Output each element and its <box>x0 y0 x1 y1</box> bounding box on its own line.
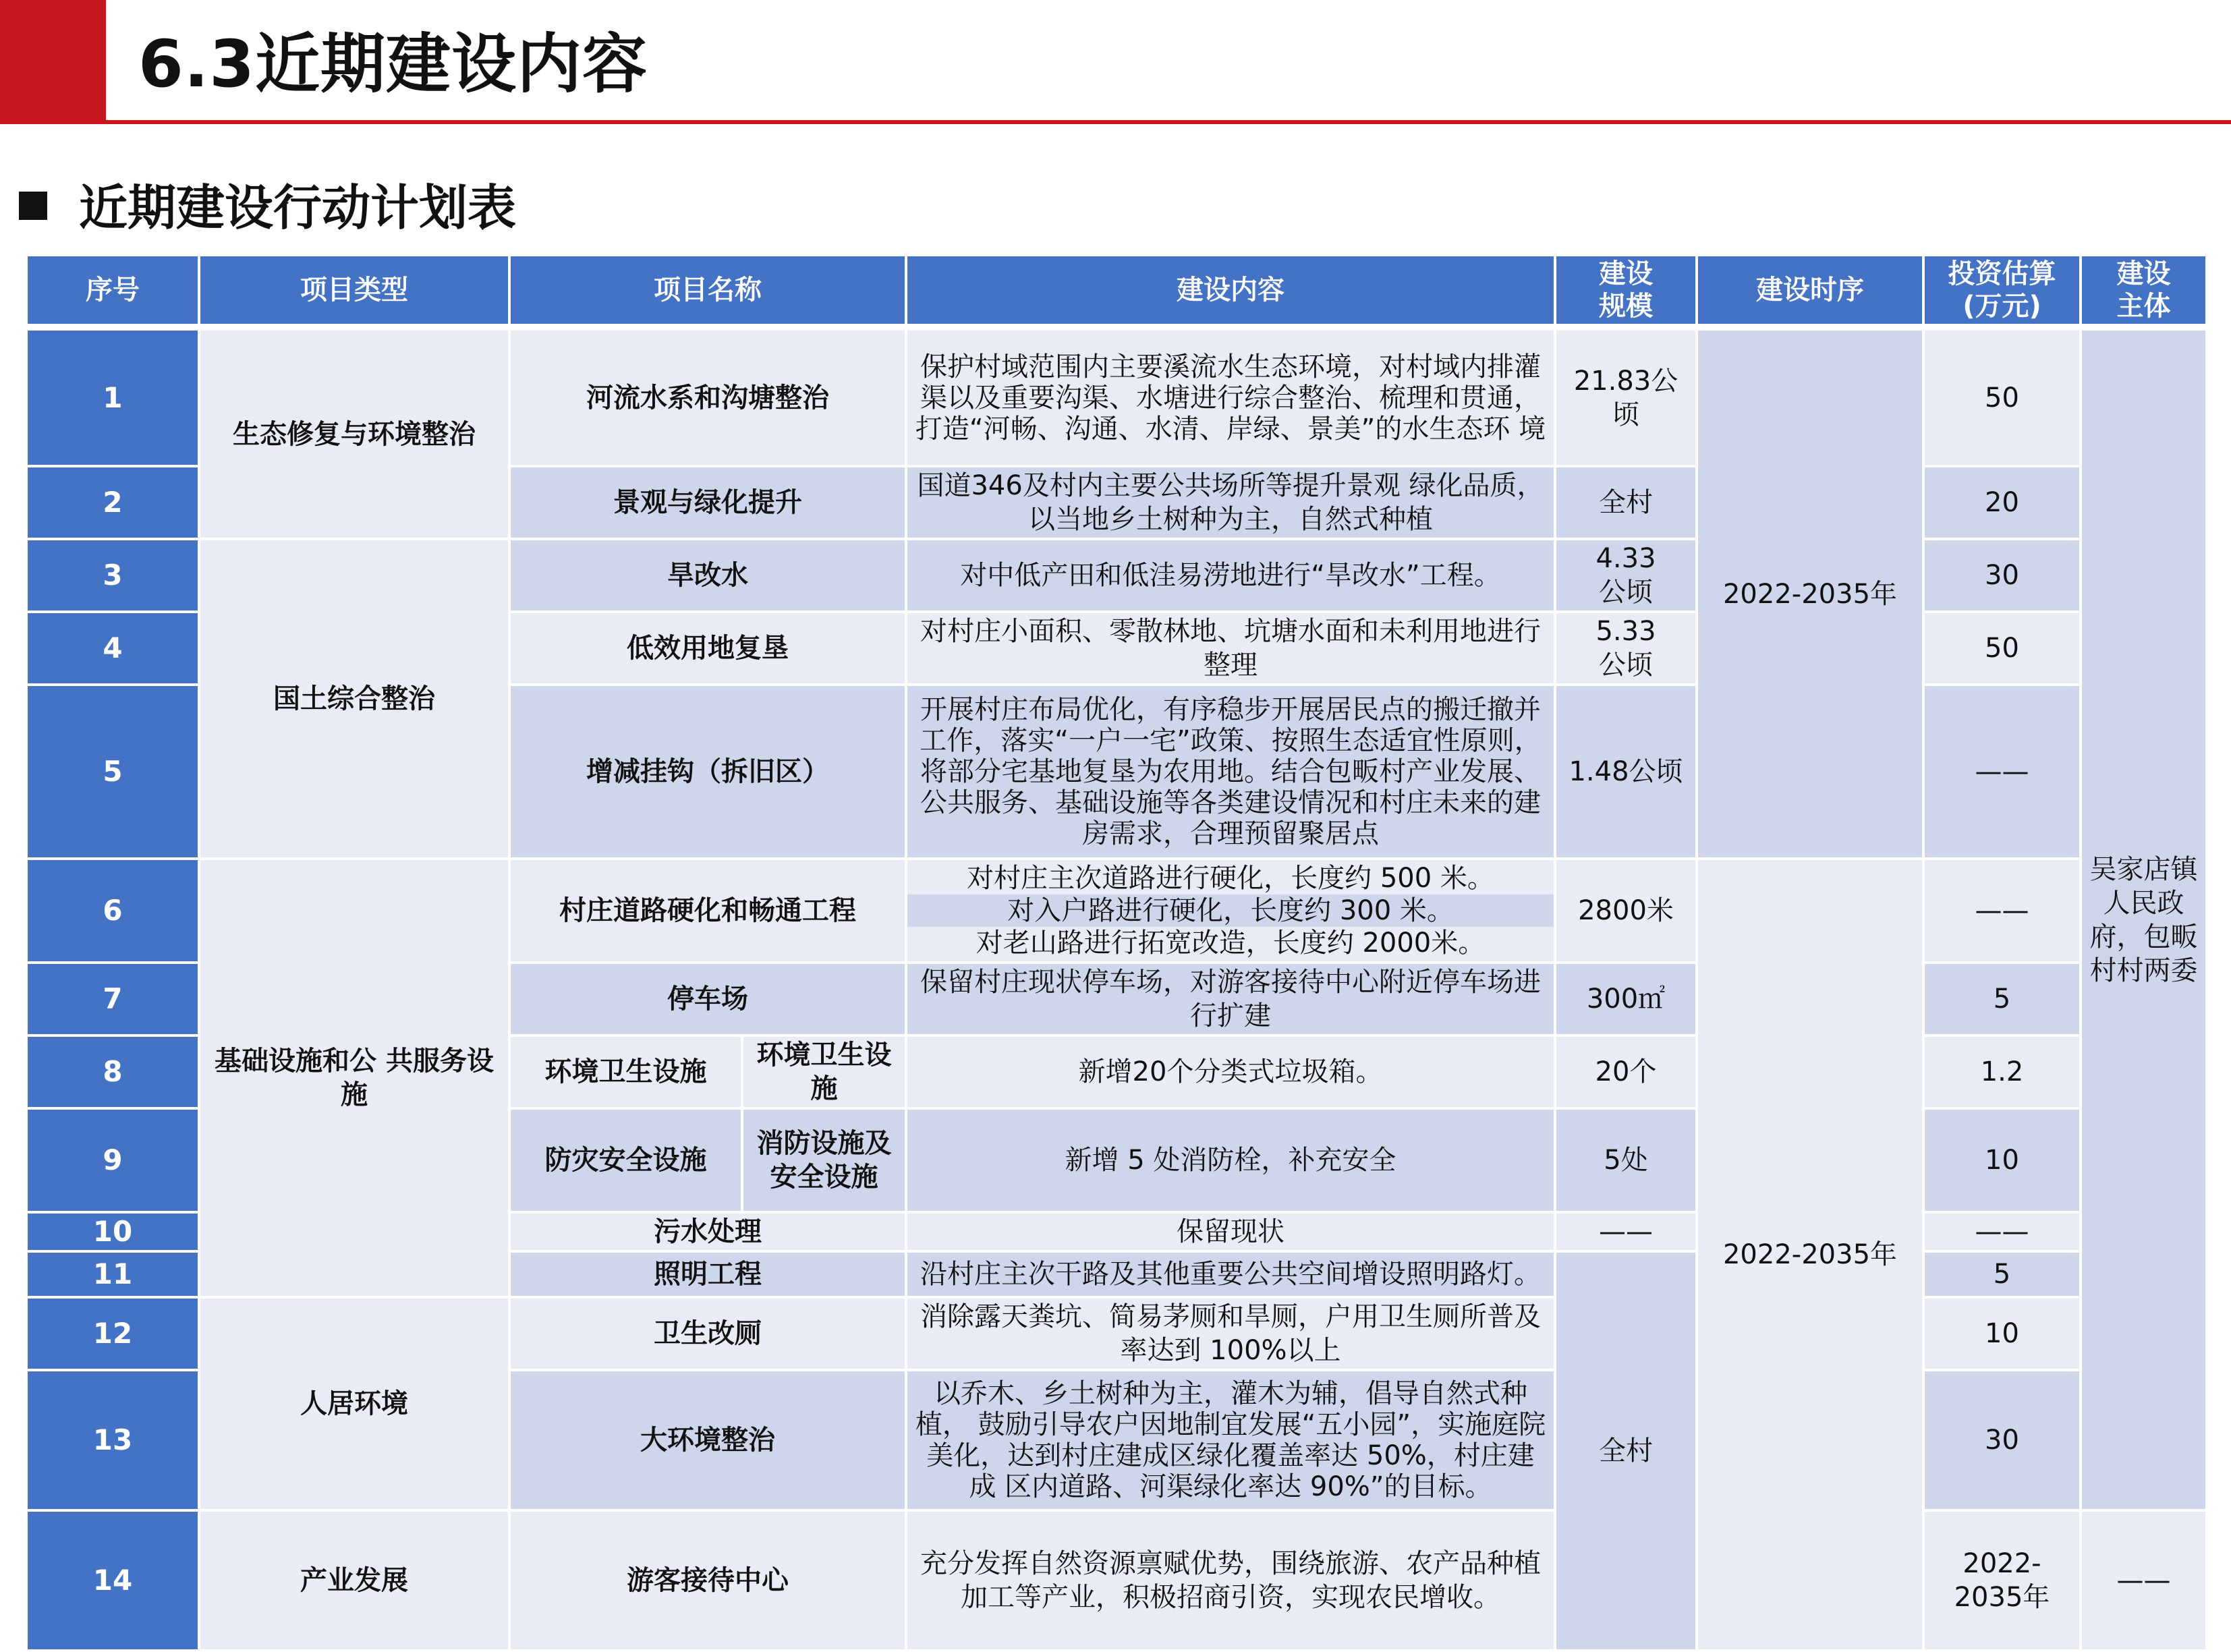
row-number: 11 <box>26 1251 199 1297</box>
content-cell: 充分发挥自然资源禀赋优势，围绕旅游、农产品种植加工等产业，积极招商引资，实现农民增收。 <box>906 1510 1555 1651</box>
project-type-cell: 人居环境 <box>199 1297 509 1510</box>
invest-cell: 20 <box>1923 466 2081 539</box>
invest-cell: 5 <box>1923 963 2081 1035</box>
invest-cell: 5 <box>1923 1251 2081 1297</box>
invest-cell: 1.2 <box>1923 1035 2081 1108</box>
project-name-cell: 停车场 <box>509 963 906 1035</box>
project-name-cell: 污水处理 <box>509 1212 906 1251</box>
project-name-cell: 低效用地复垦 <box>509 612 906 685</box>
header-scale: 建设 规模 <box>1555 255 1697 327</box>
title-accent-block <box>0 0 106 124</box>
invest-cell: 10 <box>1923 1108 2081 1212</box>
row-number: 8 <box>26 1035 199 1108</box>
project-type-cell: 国土综合整治 <box>199 539 509 859</box>
header-period: 建设时序 <box>1697 255 1923 327</box>
scale-cell: 全村 <box>1555 466 1697 539</box>
header-content: 建设内容 <box>906 255 1555 327</box>
content-cell: 保留村庄现状停车场，对游客接待中心附近停车场进行扩建 <box>906 963 1555 1035</box>
header-type: 项目类型 <box>199 255 509 327</box>
project-name-cell: 景观与绿化提升 <box>509 466 906 539</box>
scale-cell: 全村 <box>1555 1251 1697 1651</box>
scale-cell: 5处 <box>1555 1108 1697 1212</box>
row-number: 3 <box>26 539 199 612</box>
invest-cell: 50 <box>1923 327 2081 466</box>
scale-cell: 1.48公顷 <box>1555 685 1697 859</box>
invest-cell: 30 <box>1923 539 2081 612</box>
invest-cell: 30 <box>1923 1370 2081 1510</box>
row-number: 2 <box>26 466 199 539</box>
project-name-cell: 游客接待中心 <box>509 1510 906 1651</box>
project-type-cell: 生态修复与环境整治 <box>199 327 509 539</box>
scale-cell: 4.33 公顷 <box>1555 539 1697 612</box>
header-no: 序号 <box>26 255 199 327</box>
period-cell: 2022-2035年 <box>1697 327 1923 859</box>
row-number: 12 <box>26 1297 199 1370</box>
content-line: 对村庄主次道路进行硬化，长度约 500 米。 <box>967 863 1494 894</box>
row-number: 1 <box>26 327 199 466</box>
content-cell: 沿村庄主次干路及其他重要公共空间增设照明路灯。 <box>906 1251 1555 1297</box>
scale-cell: 2800米 <box>1555 859 1697 963</box>
project-name-cell: 照明工程 <box>509 1251 906 1297</box>
project-name-cell: 增减挂钩（拆旧区） <box>509 685 906 859</box>
invest-cell: —— <box>1923 685 2081 859</box>
scale-cell: 5.33 公顷 <box>1555 612 1697 685</box>
project-name-cell: 环境卫生设施 <box>509 1035 742 1108</box>
scale-cell: —— <box>1555 1212 1697 1251</box>
page-title: 6.3近期建设内容 <box>138 26 648 102</box>
content-cell: 对中低产田和低洼易涝地进行“旱改水”工程。 <box>906 539 1555 612</box>
content-cell: 对村庄小面积、零散林地、坑塘水面和未利用地进行整理 <box>906 612 1555 685</box>
project-name-cell: 大环境整治 <box>509 1370 906 1510</box>
row-number: 9 <box>26 1108 199 1212</box>
row-number: 5 <box>26 685 199 859</box>
content-cell: 保护村域范围内主要溪流水生态环境，对村域内排灌 渠以及重要沟渠、水塘进行综合整治、梳理和贯通，打造“河畅、沟通、水清、岸绿、景美”的水生态环 境 <box>906 327 1555 466</box>
row-number: 6 <box>26 859 199 963</box>
row-number: 7 <box>26 963 199 1035</box>
header-invest: 投资估算 (万元) <box>1923 255 2081 327</box>
project-type-cell: 基础设施和公 共服务设施 <box>199 859 509 1297</box>
invest-cell: 10 <box>1923 1297 2081 1370</box>
content-line: 对入户路进行硬化，长度约 300 米。 <box>907 894 1554 927</box>
title-divider <box>106 120 2231 124</box>
content-cell <box>906 859 1555 963</box>
content-line: 对老山路进行拓宽改造，长度约 2000米。 <box>976 928 1486 959</box>
scale-cell: 21.83公顷 <box>1555 327 1697 466</box>
row-number: 14 <box>26 1510 199 1651</box>
content-cell: 开展村庄布局优化，有序稳步开展居民点的搬迁撤并 工作，落实“一户一宅”政策、按照生态适宜性原则， 将部分宅基地复垦为农用地。结合包畈村产业发展、 公共服务、基础设施等各类建设情况和村庄未来的建房需求，合理预留聚居点 <box>906 685 1555 859</box>
content-cell: 消除露天粪坑、简易茅厕和旱厕，户用卫生厕所普及 率达到 100%以上 <box>906 1297 1555 1370</box>
project-name-cell: 卫生改厕 <box>509 1297 906 1370</box>
header-owner: 建设 主体 <box>2081 255 2207 327</box>
period-cell: 2022-2035年 <box>1923 1510 2081 1651</box>
scale-cell: 20个 <box>1555 1035 1697 1108</box>
project-name-cell: 防灾安全设施 <box>509 1108 742 1212</box>
row-number: 10 <box>26 1212 199 1251</box>
project-name-cell: 旱改水 <box>509 539 906 612</box>
invest-cell: 50 <box>1923 612 2081 685</box>
section-title: 近期建设行动计划表 <box>79 179 517 236</box>
content-cell: 保留现状 <box>906 1212 1555 1251</box>
table-header-row <box>26 255 2207 327</box>
project-subname-cell: 环境卫生设施 <box>742 1035 906 1108</box>
content-cell: 国道346及村内主要公共场所等提升景观 绿化品质，以当地乡土树种为主，自然式种植 <box>906 466 1555 539</box>
row-number: 4 <box>26 612 199 685</box>
project-name-cell: 河流水系和沟塘整治 <box>509 327 906 466</box>
table-row <box>26 327 2207 466</box>
square-bullet-icon <box>19 192 47 220</box>
project-subname-cell: 消防设施及安全设施 <box>742 1108 906 1212</box>
content-cell: 新增20个分类式垃圾箱。 <box>906 1035 1555 1108</box>
owner-cell: 吴家店镇人民政府，包畈村村两委 <box>2081 327 2207 1510</box>
scale-cell: 300㎡ <box>1555 963 1697 1035</box>
table-row <box>26 859 2207 963</box>
header-name: 项目名称 <box>509 255 906 327</box>
invest-cell: —— <box>1923 1212 2081 1251</box>
project-type-cell: 产业发展 <box>199 1510 509 1651</box>
invest-cell: —— <box>1923 859 2081 963</box>
period-cell: 2022-2035年 <box>1697 859 1923 1651</box>
row-number: 13 <box>26 1370 199 1510</box>
invest-cell: —— <box>2081 1510 2207 1651</box>
project-name-cell: 村庄道路硬化和畅通工程 <box>509 859 906 963</box>
content-cell: 以乔木、乡土树种为主，灌木为辅，倡导自然式种植， 鼓励引导农户因地制宜发展“五小园”，实施庭院美化，达到村庄建成区绿化覆盖率达 50%，村庄建成 区内道路、河渠绿化率达 90%”的目标。 <box>906 1370 1555 1510</box>
content-cell: 新增 5 处消防栓，补充安全 <box>906 1108 1555 1212</box>
action-plan-table <box>25 254 2208 1652</box>
